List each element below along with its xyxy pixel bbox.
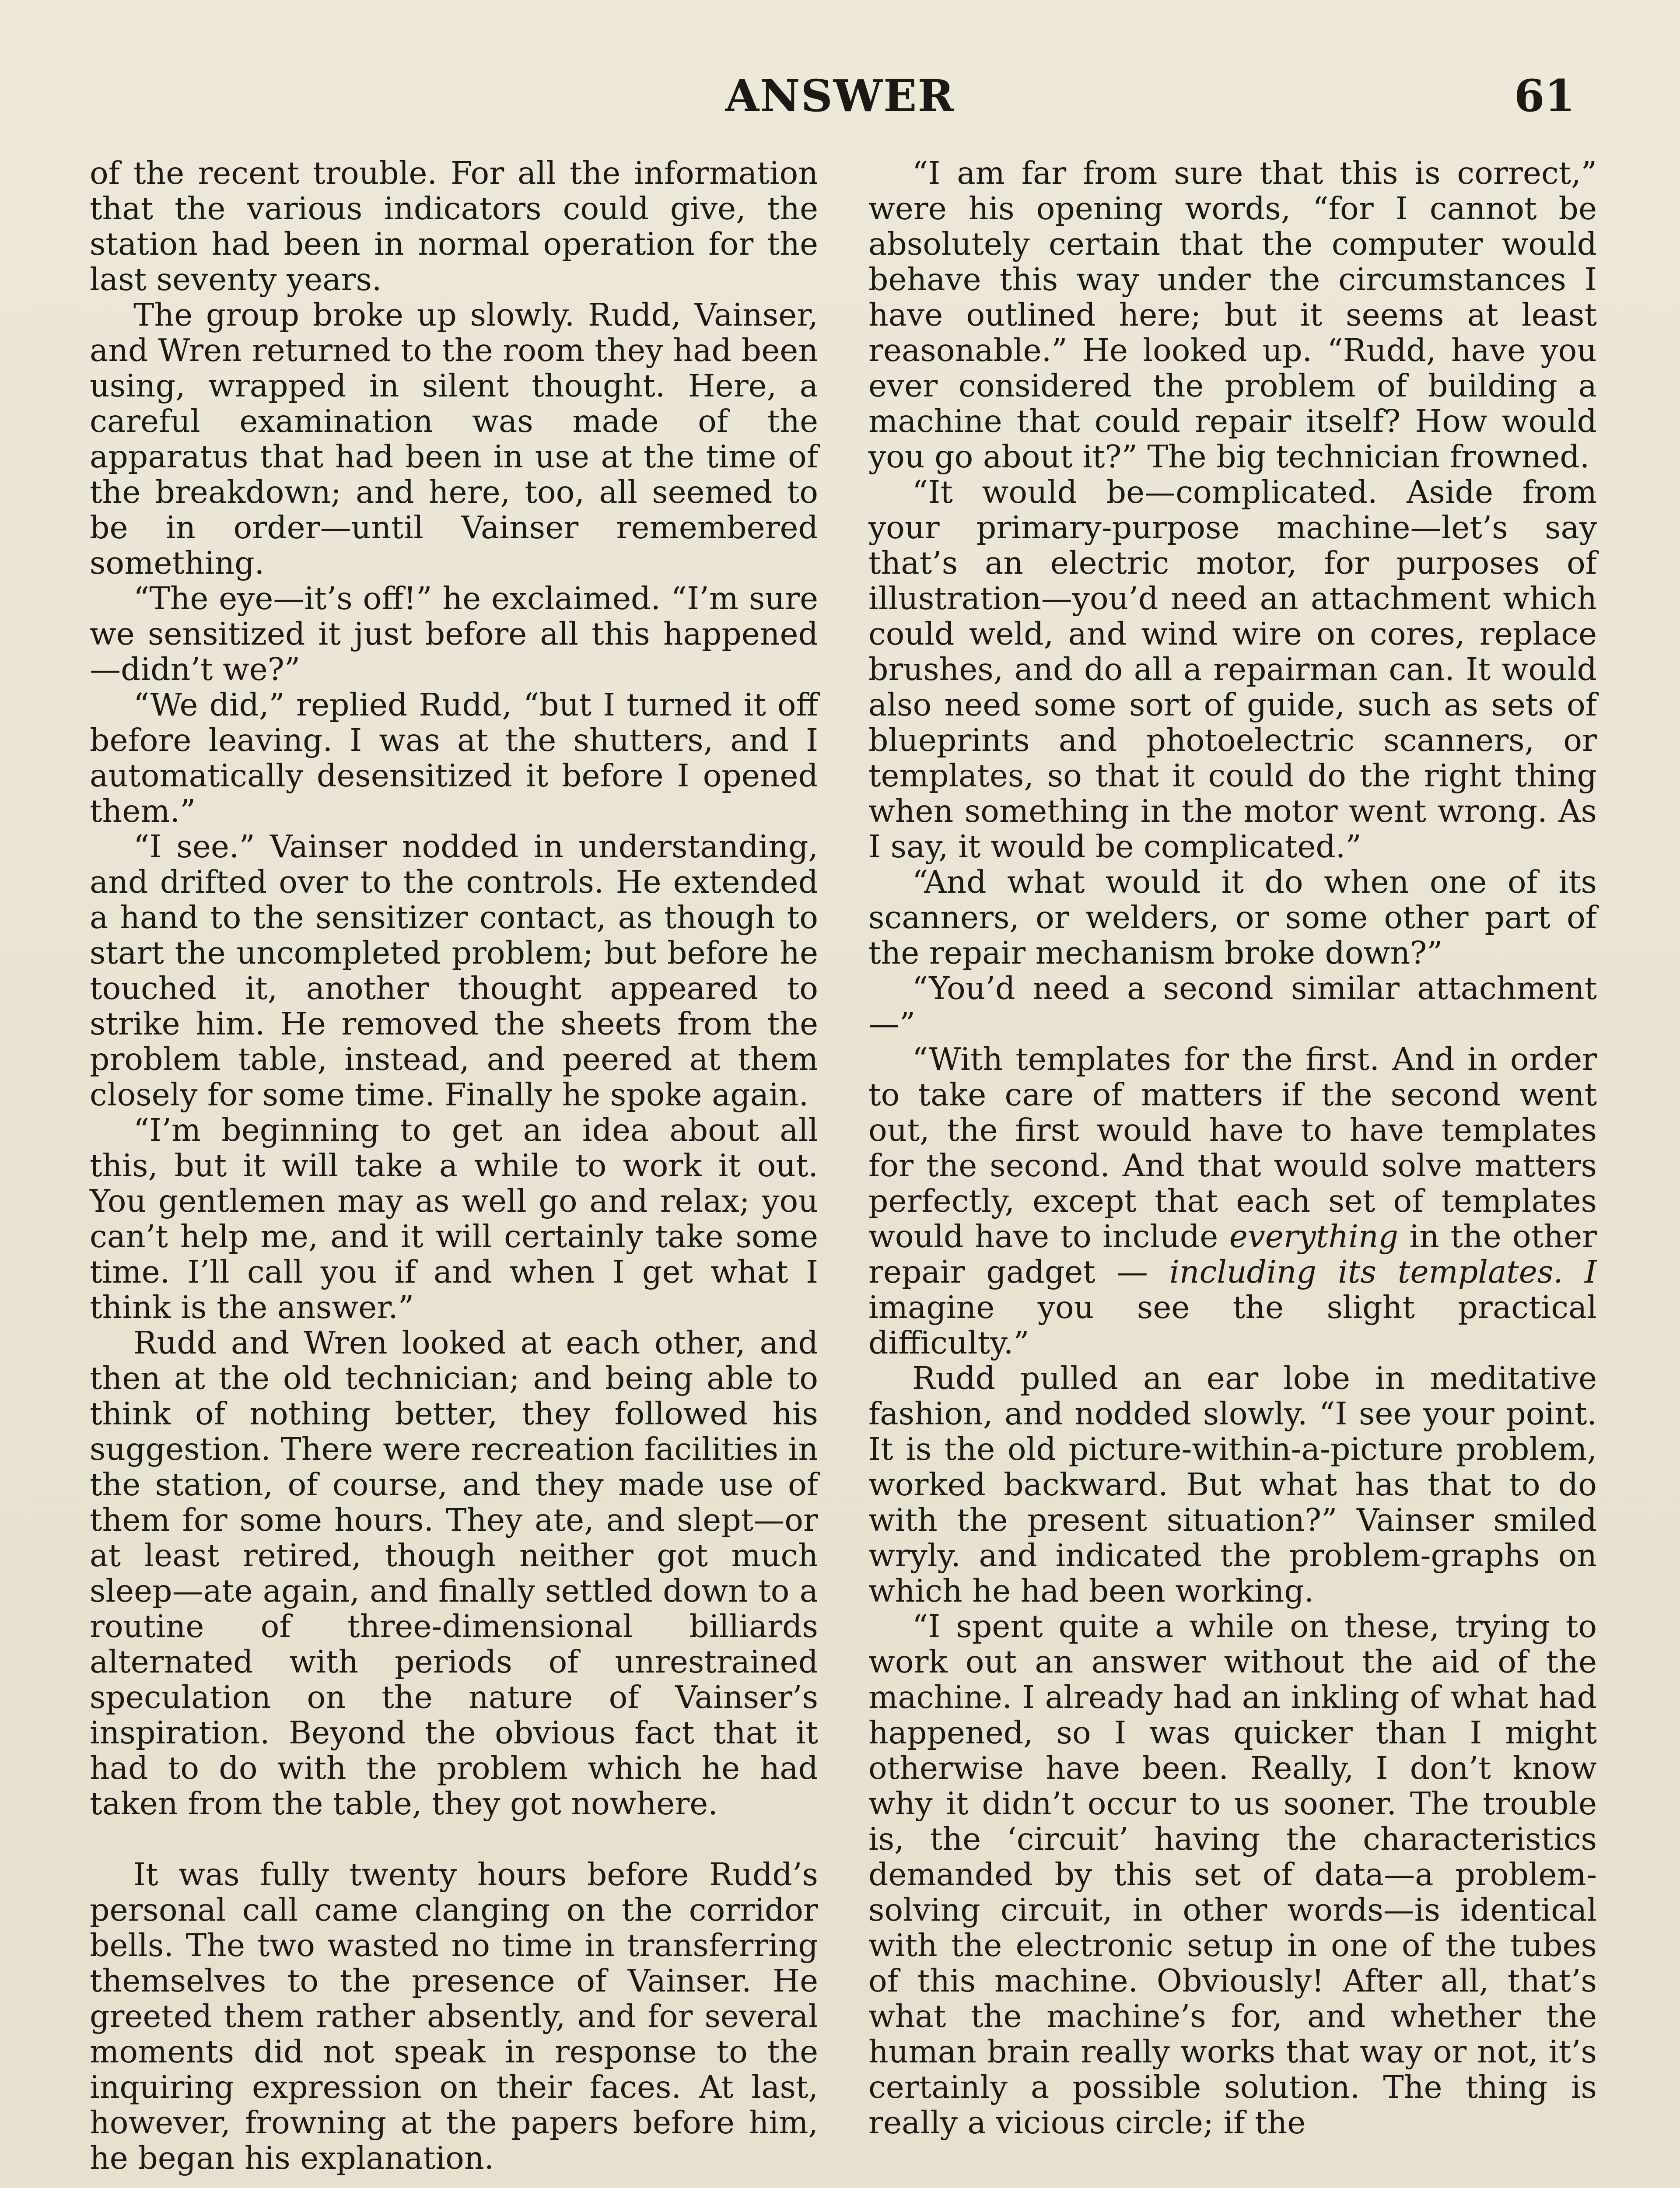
paragraph: “I see.” Vainser nodded in understanding, and drifted over to the controls. He extended a hand to the sensitizer contact, as though to start the uncompleted problem; but before he touched it, another thought appeared to strike him. He removed the sheets from the problem table, instead, and peered at them closely for some time. Finally he spoke again. xyxy=(90,828,818,1113)
paragraph: Rudd and Wren looked at each other, and then at the old technician; and being able to think of nothing better, they followed his suggestion. There were recreation facilities in the station, of course, and they made use of them for some hours. They ate, and slept—or at least retired, though neither got much sleep—ate again, and finally settled down to a routine of three-dimensional billiards alternated with periods of unrestrained speculation on the nature of Vainser’s inspiration. Beyond the obvious fact that it had to do with the problem which he had taken from the table, they got nowhere. xyxy=(90,1325,818,1822)
paragraph xyxy=(868,1041,1597,1360)
paragraph: It was fully twenty hours before Rudd’s personal call came clanging on the corridor bells. The two wasted no time in transferring themselves to the presence of Vainser. He greeted them rather absently, and for several moments did not speak in response to the inquiring expression on their faces. At last, however, frowning at the papers before him, he began his explanation. xyxy=(90,1856,818,2176)
paragraph: “You’d need a second similar attachment—” xyxy=(868,970,1597,1042)
left-text-column xyxy=(90,155,818,2176)
text-run: in the other repair gadget — xyxy=(868,1218,1597,1290)
text-run: “With templates for the first. And in order to take care of matters if the second went out, the first would have to have templates for the second. And that would solve matters perfectly, except that each set of templates would have to include xyxy=(868,1041,1597,1255)
right-text-column xyxy=(868,155,1597,2140)
italic-text: everything xyxy=(1229,1218,1399,1255)
paragraph: “The eye—it’s off!” he exclaimed. “I’m sure we sensitized it just before all this happened—didn’t we?” xyxy=(90,580,818,687)
paragraph: of the recent trouble. For all the information that the various indicators could give, the station had been in normal operation for the last seventy years. xyxy=(90,155,818,298)
italic-text: including its templates. I xyxy=(1169,1254,1597,1290)
paragraph: “And what would it do when one of its scanners, or welders, or some other part of the repair mechanism broke down?” xyxy=(868,864,1597,971)
paragraph: “It would be—complicated. Aside from your primary-purpose machine—let’s say that’s an electric motor, for purposes of illustration—you’d need an attachment which could weld, and wind wire on cores, replace brushes, and do all a repairman can. It would also need some sort of guide, such as sets of blueprints and photoelectric scanners, or templates, so that it could do the right thing when something in the motor went wrong. As I say, it would be complicated.” xyxy=(868,474,1597,865)
paragraph: “I spent quite a while on these, trying to work out an answer without the aid of the machine. I already had an inkling of what had happened, so I was quicker than I might otherwise have been. Really, I don’t know why it didn’t occur to us sooner. The trouble is, the ‘circuit’ having the characteristics demanded by this set of data—a problem-solving circuit, in other words—is identical with the electronic setup in one of the tubes of this machine. Obviously! After all, that’s what the machine’s for, and whether the human brain really works that way or not, it’s certainly a possible solution. The thing is really a vicious circle; if the xyxy=(868,1608,1597,2141)
page-header xyxy=(88,70,1592,149)
paragraph: “I’m beginning to get an idea about all this, but it will take a while to work it out. You gentlemen may as well go and relax; you can’t help me, and it will certainly take some time. I’ll call you if and when I get what I think is the answer.” xyxy=(90,1112,818,1325)
page-number: 61 xyxy=(1514,70,1575,122)
running-title: ANSWER xyxy=(725,70,955,122)
paragraph: “We did,” replied Rudd, “but I turned it off before leaving. I was at the shutters, and I automatically desensitized it before I opened them.” xyxy=(90,687,818,829)
text-run: imagine you see the slight practical difficulty.” xyxy=(868,1289,1597,1361)
paragraph: Rudd pulled an ear lobe in meditative fashion, and nodded slowly. “I see your point. It is the old picture-within-a-picture problem, worked backward. But what has that to do with the present situation?” Vainser smiled wryly. and indicated the problem-graphs on which he had been working. xyxy=(868,1360,1597,1609)
paragraph: The group broke up slowly. Rudd, Vainser, and Wren returned to the room they had been using, wrapped in silent thought. Here, a careful examination was made of the apparatus that had been in use at the time of the breakdown; and here, too, all seemed to be in order—until Vainser remembered something. xyxy=(90,297,818,581)
paragraph: “I am far from sure that this is correct,” were his opening words, “for I cannot be absolutely certain that the computer would behave this way under the circumstances I have outlined here; but it seems at least reasonable.” He looked up. “Rudd, have you ever considered the problem of building a machine that could repair itself? How would you go about it?” The big technician frowned. xyxy=(868,155,1597,475)
